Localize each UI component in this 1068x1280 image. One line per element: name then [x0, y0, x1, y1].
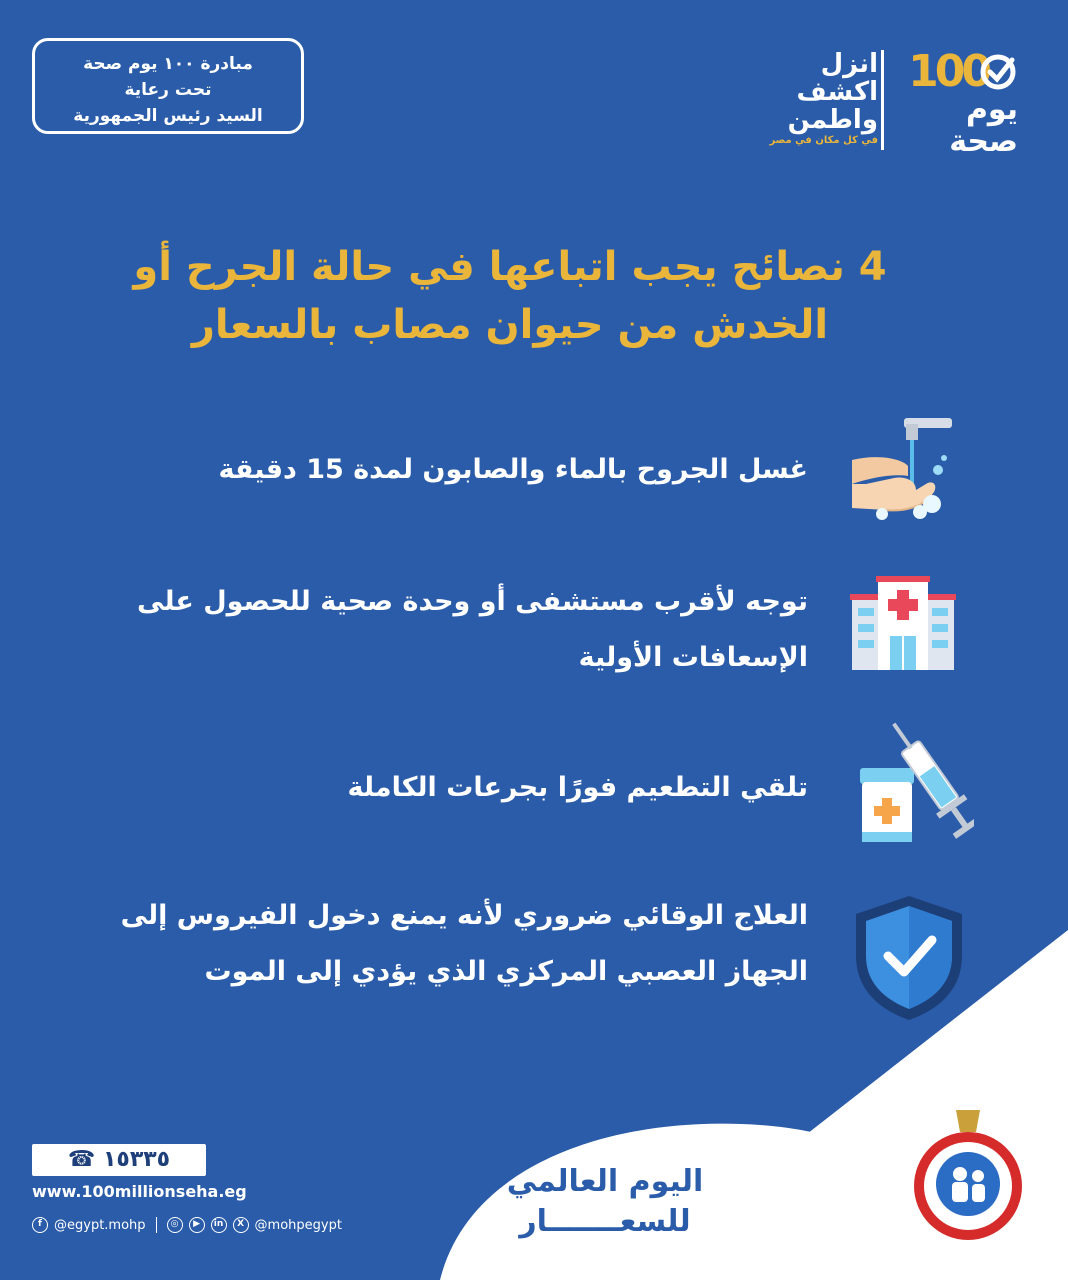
check-circle-icon: [978, 52, 1018, 92]
slogan: [769, 50, 878, 148]
slogan-line-1: انزل: [820, 49, 878, 79]
logo-word-1: يوم: [965, 92, 1018, 127]
tip-1: غسل الجروح بالماء والصابون لمدة 15 دقيقة: [218, 454, 808, 485]
social-bar: [32, 1214, 342, 1236]
tip-2: توجه لأقرب مستشفى أو وحدة صحية للحصول على الإسعافات الأولية: [137, 586, 808, 673]
hotline-badge: [32, 1144, 206, 1176]
x-icon[interactable]: X: [233, 1217, 249, 1233]
vaccine-syringe-icon: [852, 710, 974, 846]
initiative-line-1: مبادرة ١٠٠ يوم صحة: [83, 54, 253, 74]
page-title: 4 نصائح يجب اتباعها في حالة الجرح أو الخدش من حيوان مصاب بالسعار: [133, 244, 887, 348]
tip-4: العلاج الوقائي ضروري لأنه يمنع دخول الفيروس إلى الجهاز العصبي المركزي الذي يؤدي إلى الموت: [120, 900, 808, 987]
initiative-line-3: السيد رئيس الجمهورية: [73, 106, 263, 126]
social-handle-2: @mohpegypt: [254, 1217, 342, 1233]
hospital-icon: [850, 576, 956, 672]
youtube-icon[interactable]: ▶: [189, 1217, 205, 1233]
initiative-line-2: تحت رعاية: [124, 80, 212, 100]
hundred-days-logo: [906, 46, 1018, 159]
initiative-box: [32, 38, 304, 134]
facebook-icon[interactable]: f: [32, 1217, 48, 1233]
logo-divider: [881, 50, 884, 150]
shield-check-icon: [852, 894, 966, 1022]
tip-3: تلقي التطعيم فورًا بجرعات الكاملة: [347, 772, 808, 803]
slogan-line-3: واطمن: [787, 105, 878, 135]
slogan-sub: في كل مكان في مصر: [769, 135, 878, 146]
slogan-line-2: اكشف: [796, 77, 878, 107]
hand-washing-icon: [846, 414, 954, 522]
logo-number: 100: [908, 46, 988, 97]
instagram-icon[interactable]: ◎: [167, 1217, 183, 1233]
world-day-line-2: للسعـــــــار: [519, 1204, 691, 1239]
world-day-line-1: اليوم العالمي: [506, 1164, 704, 1199]
website-link[interactable]: www.100millionseha.eg: [32, 1182, 247, 1201]
social-divider: [156, 1217, 157, 1233]
world-day-title: [480, 1162, 730, 1242]
social-handle-1: @egypt.mohp: [54, 1217, 146, 1233]
logo-word-2: صحة: [949, 124, 1018, 159]
linkedin-icon[interactable]: in: [211, 1217, 227, 1233]
ministry-of-health-logo: [906, 1104, 1030, 1244]
hotline-number: ١٥٣٣٥: [102, 1147, 171, 1172]
phone-icon: ☎: [67, 1147, 96, 1172]
